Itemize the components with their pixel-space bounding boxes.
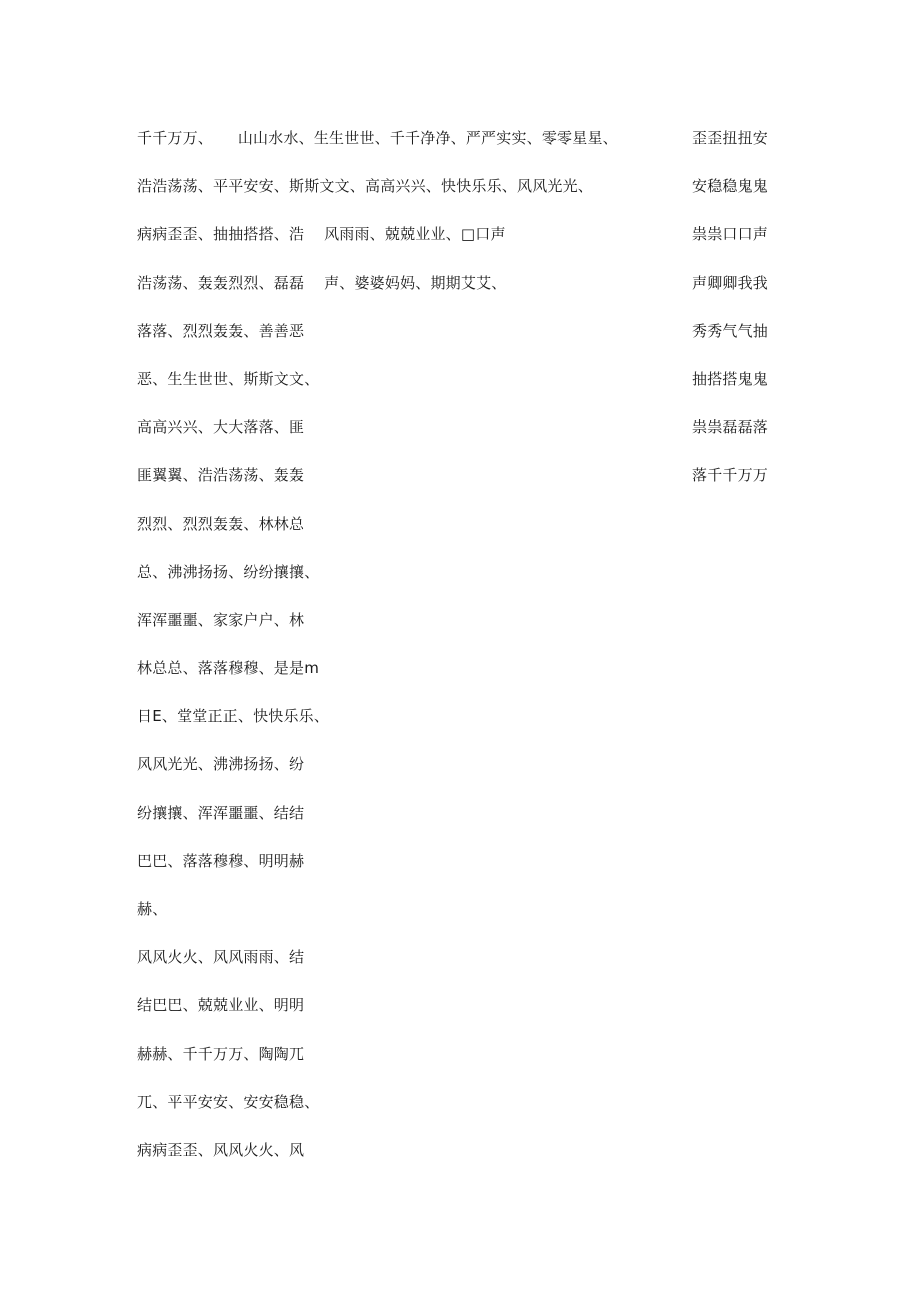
text-line: 结巴巴、兢兢业业、明明 — [137, 996, 305, 1015]
text-line: 病病歪歪、风风火火、风 — [137, 1140, 305, 1159]
text-line: 浑浑噩噩、家家户户、林 — [137, 610, 305, 629]
text-line: 千千万万、 山山水水、生生世世、千千净净、严严实实、零零星星、 — [137, 129, 618, 147]
text-line: 匪翼翼、浩浩荡荡、轰轰 — [137, 466, 305, 485]
text-line: 浩荡荡、轰轰烈烈、磊磊 声、婆婆妈妈、期期艾艾、 — [137, 273, 507, 292]
text-line: 祟祟口口声 — [692, 225, 769, 244]
text-line: 纷攘攘、浑浑噩噩、结结 — [137, 803, 305, 822]
text-line: 高高兴兴、大大落落、匪 — [137, 418, 305, 437]
text-line: 风风光光、沸沸扬扬、纷 — [137, 755, 305, 774]
text-line: 声卿卿我我 — [692, 273, 769, 292]
text-line: 恶、生生世世、斯斯文文、 — [137, 369, 320, 388]
left-text-column — [137, 126, 637, 1186]
text-line: 祟祟磊磊落 — [692, 418, 769, 437]
text-line: 秀秀气气抽 — [692, 321, 769, 340]
text-line: 赫、 — [137, 900, 168, 918]
text-line: 安稳稳鬼鬼 — [692, 177, 769, 196]
text-line: 浩浩荡荡、平平安安、斯斯文文、高高兴兴、快快乐乐、风风光光、 — [137, 177, 594, 196]
right-text-column — [692, 126, 792, 512]
text-line: 病病歪歪、抽抽搭搭、浩 风雨雨、兢兢业业、□口声 — [137, 225, 506, 244]
text-line: 巴巴、落落穆穆、明明赫 — [137, 851, 305, 870]
text-line: 总、沸沸扬扬、纷纷攘攘、 — [137, 562, 320, 581]
text-line: 赫赫、千千万万、陶陶兀 — [137, 1044, 305, 1063]
text-line: 落落、烈烈轰轰、善善恶 — [137, 321, 305, 340]
text-line: 日E、堂堂正正、快快乐乐、 — [137, 707, 330, 726]
text-line: 林总总、落落穆穆、是是m — [137, 659, 320, 678]
text-line: 落千千万万 — [692, 466, 769, 485]
text-line: 烈烈、烈烈轰轰、林林总 — [137, 514, 305, 533]
text-line: 兀、平平安安、安安稳稳、 — [137, 1092, 320, 1111]
text-line: 风风火火、风风雨雨、结 — [137, 948, 305, 967]
text-line: 抽搭搭鬼鬼 — [692, 369, 769, 388]
text-line: 歪歪扭扭安 — [692, 129, 769, 147]
